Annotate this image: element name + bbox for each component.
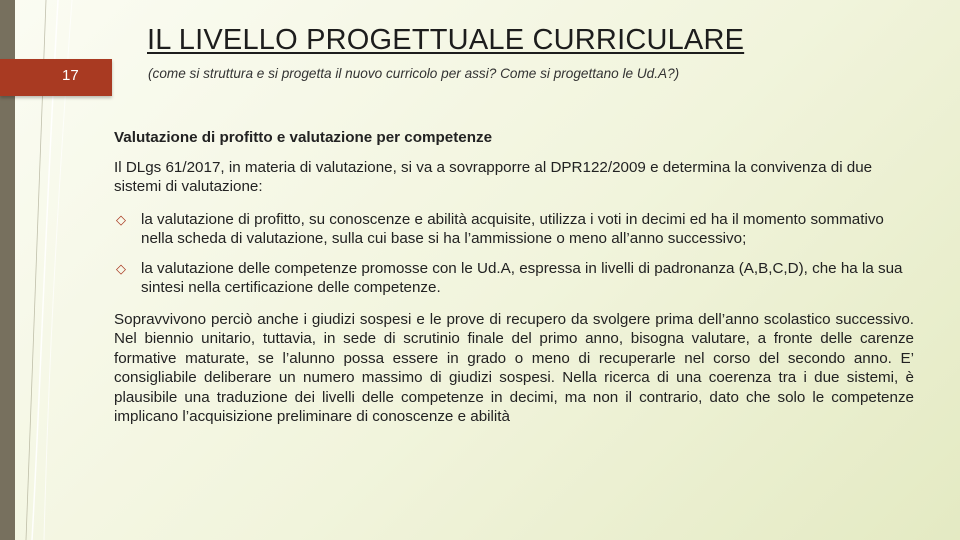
slide-number: 17 <box>62 67 79 84</box>
intro-paragraph: Il DLgs 61/2017, in materia di valutazione, si va a sovrapporre al DPR122/2009 e determina la convivenza di due sistemi di valutazione: <box>114 158 873 195</box>
bullet-text: la valutazione di profitto, su conoscenze e abilità acquisite, utilizza i voti in decimi ed ha il momento sommativo nella scheda di valutazione, sulla cui base si ha l’ammissione o meno all’anno successivo; <box>141 210 884 247</box>
bullet-item <box>114 210 914 249</box>
slide-title: IL LIVELLO PROGETTUALE CURRICULARE <box>147 24 745 56</box>
diamond-outline-icon: ◇ <box>116 211 126 227</box>
content-heading: Valutazione di profitto e valutazione per competenze <box>114 129 493 146</box>
slide-subtitle: (come si struttura e si progetta il nuovo curricolo per assi? Come si progettano le Ud.A?) <box>148 66 680 81</box>
diamond-outline-icon: ◇ <box>116 260 126 276</box>
slide-content <box>114 128 914 427</box>
bullet-text: la valutazione delle competenze promosse con le Ud.A, espressa in livelli di padronanza (A,B,C,D), che ha la sua sintesi nella certificazione delle competenze. <box>141 259 903 296</box>
bullet-item <box>114 259 914 298</box>
closing-paragraph: Sopravvivono perciò anche i giudizi sospesi e le prove di recupero da svolgere prima dell’anno scolastico successivo. Nel biennio unitario, tuttavia, in sede di scrutinio finale del primo anno, bisogna valutare, a fronte delle carenze formative maturate, se l’alunno possa essere in grado o meno di recuperarle nel corso del secondo anno. E’ consigliabile deliberare un numero massimo di giudizi sospesi. Nella ricerca di una coerenza tra i due sistemi, è plausibile una traduzione dei livelli delle competenze in decimi, ma non il contrario, dato che solo le competenze implicano l’acquisizione preliminare di conoscenze e abilità <box>114 310 914 425</box>
